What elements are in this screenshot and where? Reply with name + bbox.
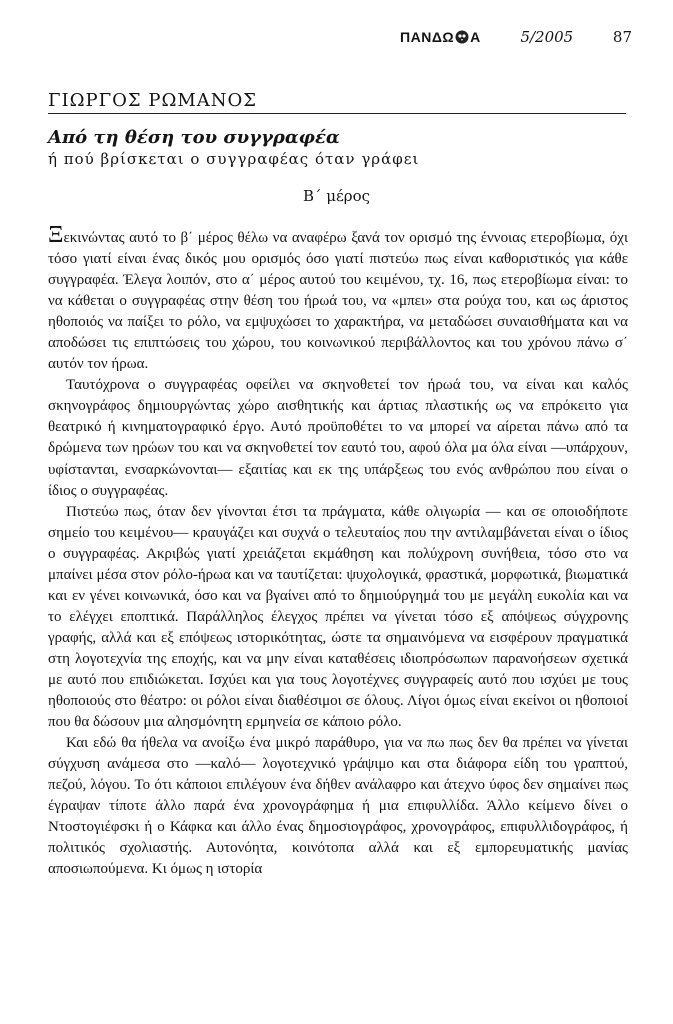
paragraph-text: εκινώντας αυτό το β΄ μέρος θέλω να αναφέρω ξανά τον ορισμό της έννοιας ετεροβίωμα, όχι τόσο γιατί είναι ένας δικός μου ορισμός όσο γιατί πιστεύω πως είναι καθοριστικός για κάθε συγγραφέα. Έλεγα λοιπόν, στο α΄ μέρος αυτού του κειμένου, τχ. 16, πως ετεροβίωμα είναι: το να κάθεται ο συγγραφέας στην θέση του ήρωά του, να «μπει» στα ρούχα του, και ως άριστος ηθοποιός να παίξει το ρόλο, να εμψυχώσει το χαρακτήρα, να μεταδώσει συναισθήματα και να αποδώσει τις επιπτώσεις του χώρου, του κοινωνικού περιβάλλοντος και του χρόνου πάνω σ΄ αυτόν τον ήρωα. [48, 230, 628, 373]
journal-name [400, 29, 481, 45]
page-number: 87 [612, 28, 632, 46]
journal-name-part-1: ΠΑΝΔΩ [400, 29, 455, 45]
paragraph: Και εδώ θα ήθελα να ανοίξω ένα μικρό παράθυρο, για να πω πως δεν θα πρέπει να γίνεται σύγχυση ανάμεσα στο —καλό— λογοτεχνικό γράψιμο και στα διάφορα είδη του γραπτού, πεζού, λόγου. Το ότι κάποιοι επιλέγουν ένα δήθεν ανάλαφρο και άτεχνο ύφος δεν σημαίνει πως έγραψαν τίποτε άλλο παρά ένα χρονογράφημα ή μια επιφυλλίδα. Άλλο κείμενο δίνει ο Ντοστογιέφσκι ή ο Κάφκα και άλλο ένας δημοσιογράφος, χρονογράφος, επιφυλλιδογράφος, ή πολιτικός σχολιαστής. Αυτονόητα, κοινότοπα αλλά και εξ εμπορευματικής μανίας αποσιωπούμενα. Κι όμως η ιστορία [48, 735, 628, 878]
paragraph: Πιστεύω πως, όταν δεν γίνονται έτσι τα πράγματα, κάθε ολιγωρία — και σε οποιοδήποτε σημείο του κειμένου— κραυγάζει και συχνά ο τελευταίος που την αντιλαμβάνεται είναι ο ίδιος ο συγγραφέας. Ακριβώς γιατί χρειάζεται εκμάθηση και πολύχρονη συνήθεια, τόσο στο να μπαίνει μέσα στον ρόλο-ήρωα και να ταυτίζεται: ψυχολογικά, φραστικά, μορφωτικά, βιωματικά και εν γένει κοινωνικά, όσο και να βγαίνει από το δημιούργημά του με μεγάλη ευκολία και να το ελέγχει εποπτικά. Παράλληλος έλεγχος πρέπει να γίνεται τόσο εξ απόψεως σύγχρονης γραφής, αλλά και εξ επόψεως ιστορικότητας, ώστε τα σημαινόμενα να εισφέρουν πραγματικά στη λογοτεχνία της εποχής, και να μην είναι καταθέσεις ιδιοπρόσωπων παρανοήσεων σχετικά με αυτό που επιδιώκεται. Ισχύει και για τους λογοτέχνες συγγραφείς αυτό που ισχύει με τους ηθοποιούς στο θέατρο: οι ρόλοι είναι διαθέσιμοι σε όλους. Λίγοι όμως είναι εκείνοι οι ηθοποιοί που θα δώσουν μια αλησμόνητη ερμηνεία σε κάποιο ρόλο. [48, 503, 628, 731]
running-header [400, 28, 632, 46]
article-subtitle: ή πού βρίσκεται ο συγγραφέας όταν γράφει [48, 150, 420, 168]
journal-name-part-2: Α [470, 29, 481, 45]
paragraph [48, 222, 628, 375]
owl-emblem-icon [455, 30, 469, 44]
article-title: Από τη θέση του συγγραφέα [48, 127, 340, 148]
author-name: ΓΙΩΡΓΟΣ ΡΩΜΑΝΟΣ [48, 90, 626, 114]
issue-number: 5/2005 [520, 28, 574, 46]
article-body [48, 222, 628, 880]
part-heading: Β΄ μέρος [302, 187, 371, 205]
paragraph: Ταυτόχρονα ο συγγραφέας οφείλει να σκηνοθετεί τον ήρωά του, να είναι και καλός σκηνογράφος δημιουργώντας χώρο αισθητικής και άρτιας πλαστικής ως να επρόκειτο για θεατρικό ή κινηματογραφικό έργο. Αυτό προϋποθέτει το να μπορεί να αίρεται πάνω από τα δρώμενα των ηρώων του και να σκηνοθετεί τον εαυτό του, αφού όλα μα όλα είναι —υπάρχουν, υφίστανται, ενσαρκώνονται— εξαιτίας και εκ της υπάρξεως του ενός ανθρώπου που είναι ο ίδιος ο συγγραφέας. [48, 377, 628, 499]
drop-cap: Ξ [48, 222, 64, 248]
